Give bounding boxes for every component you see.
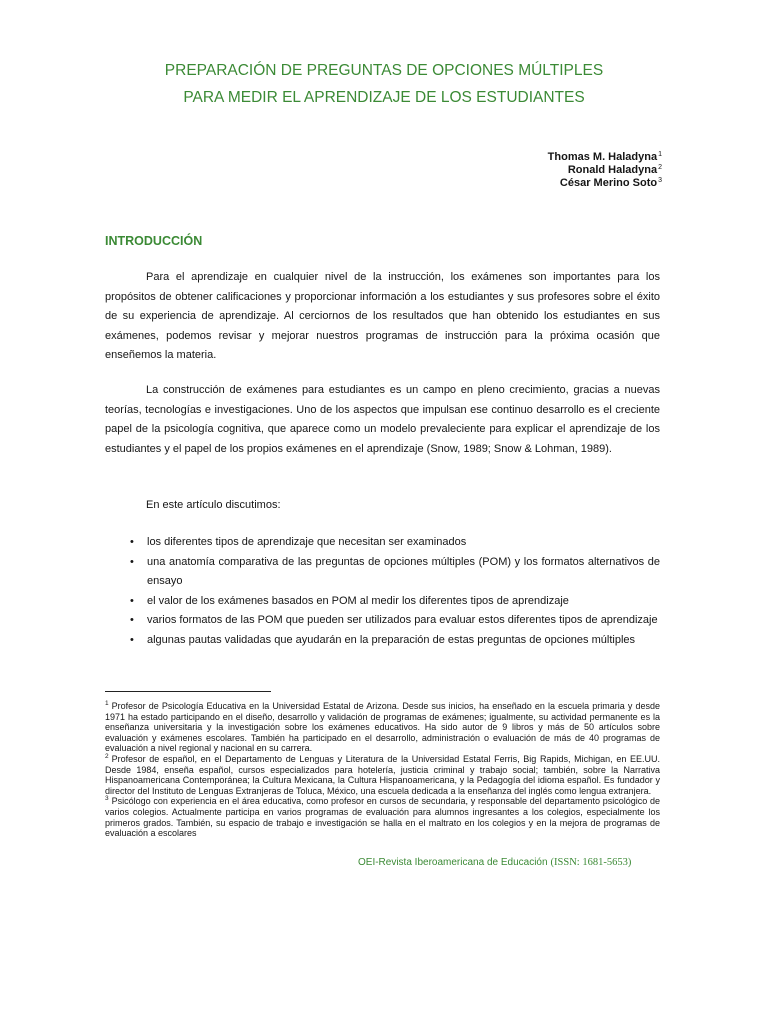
bullet-icon [130,611,134,631]
journal-name: OEI-Revista Iberoamericana de Educación [358,857,548,868]
bullet-item [147,533,660,553]
author-footnote-ref: 1 [658,151,662,158]
bullet-icon [130,592,134,612]
bullet-text: varios formatos de las POM que pueden ser utilizados para evaluar estos diferentes tipos de aprendizaje [147,614,658,626]
footnotes [105,701,660,839]
journal-footer [358,856,631,870]
bullet-item [147,631,660,651]
footnote-mark: 3 [105,795,109,803]
footnote-mark: 1 [105,700,109,707]
footnote-rule [105,691,271,692]
footnote-text: Profesor de español, en el Departamento de Lenguas y Literatura de la Universidad Estatal Ferris, Big Rapids, Michigan, en EE.UU. Desde 1984, enseña español, cursos especializados para hotelería, justicia criminal y trabajo social; también, sobre la Narrativa Hispanoamericana Contemporánea; la Cultura Mexicana, la Cultura Hispanoamericana, y la Pedagogía del idioma español. Es fundador y director del Instituto de Lenguas Extranjeras de Toluca, México, una escuela dedicada a la enseñanza del inglés como lengua extranjera. [105,753,660,796]
body-paragraph: La construcción de exámenes para estudiantes es un campo en pleno crecimiento, gracias a nuevas teorías, tecnologías e investigaciones. Uno de los aspectos que impulsan ese continuo desarrollo es el creciente papel de la psicología cognitiva, que aparece como un modelo prevaleciente para explicar el aprendizaje de los estudiantes y el papel de los propios exámenes en el aprendizaje (Snow, 1989; Snow & Lohman, 1989). [105,384,660,455]
bullet-text: los diferentes tipos de aprendizaje que necesitan ser examinados [147,536,467,548]
bullet-text: una anatomía comparativa de las preguntas de opciones múltiples (POM) y los formatos alternativos de ensayo [147,555,660,587]
footnote-text: Psicólogo con experiencia en el área educativa, como profesor en cursos de secundaria, y responsable del departamento psicológico de varios colegios. Actualmente participa en varios programas de evaluación para alumnos ingresantes a los colegios, especialmente los primeros grados. También, su espacio de trabajo e investigación se halla en el maltrato en los colegios y en la mejora de programas de evaluación a escolares [105,796,660,839]
bullet-icon [130,631,134,651]
bullet-item [147,592,660,612]
bullet-item [147,611,660,631]
author-name: Ronald Haladyna [567,163,658,176]
author-cesar-merino-soto [548,177,662,190]
footnote-text: Profesor de Psicología Educativa en la Universidad Estatal de Arizona. Desde sus inicios, ha enseñado en la escuela primaria y desde 1971 ha estado participando en el diseño, desarrollo y validación de programas de exámenes; igualmente, su actividad permanente es la enseñanza universitaria y la investigación sobre los exámenes educativos. Ha sido autor de 9 libros y más de 50 artículos sobre evaluación y exámenes escolares. También ha participado en el desarrollo, administración o evaluación de más de 40 programas de evaluación a nivel regional y nacional en su carrera. [105,701,660,754]
body-paragraph: Para el aprendizaje en cualquier nivel de la instrucción, los exámenes son importantes para los propósitos de obtener calificaciones y proporcionar información a los estudiantes y sus profesores sobre el éxito de su experiencia de aprendizaje. Al cerciornos de los resultados que han obtenido los estudiantes en sus exámenes, podemos revisar y mejorar nuestros programas de instrucción para la próxima ocasión que enseñemos la materia. [105,271,660,361]
author-name: Thomas M. Haladyna [547,151,658,163]
author-thomas-haladyna [548,151,662,164]
bullet-text: el valor de los exámenes basados en POM al medir los diferentes tipos de aprendizaje [147,594,569,607]
bullet-icon [130,533,134,553]
footnote [105,796,660,838]
author-list [548,151,662,189]
article-title [0,57,768,111]
author-footnote-ref: 3 [658,176,662,184]
footnote [105,701,660,754]
author-footnote-ref: 2 [658,163,662,171]
body-paragraph: En este artículo discutimos: [146,499,281,511]
bullet-list [147,533,660,650]
journal-issn: (ISSN: 1681-5653) [550,857,632,868]
title-line-1: PREPARACIÓN DE PREGUNTAS DE OPCIONES MÚLTIPLES [164,62,604,79]
footnote-mark: 2 [105,752,109,760]
author-name: César Merino Soto [559,176,658,189]
bullet-item [147,553,660,592]
footnote [105,754,660,796]
author-ronald-haladyna [548,164,662,177]
bullet-icon [130,553,134,573]
bullet-text: algunas pautas validadas que ayudarán en la preparación de estas preguntas de opciones múltiples [147,633,636,646]
title-line-2: PARA MEDIR EL APRENDIZAJE DE LOS ESTUDIANTES [183,89,585,106]
section-heading: INTRODUCCIÓN [105,234,203,248]
